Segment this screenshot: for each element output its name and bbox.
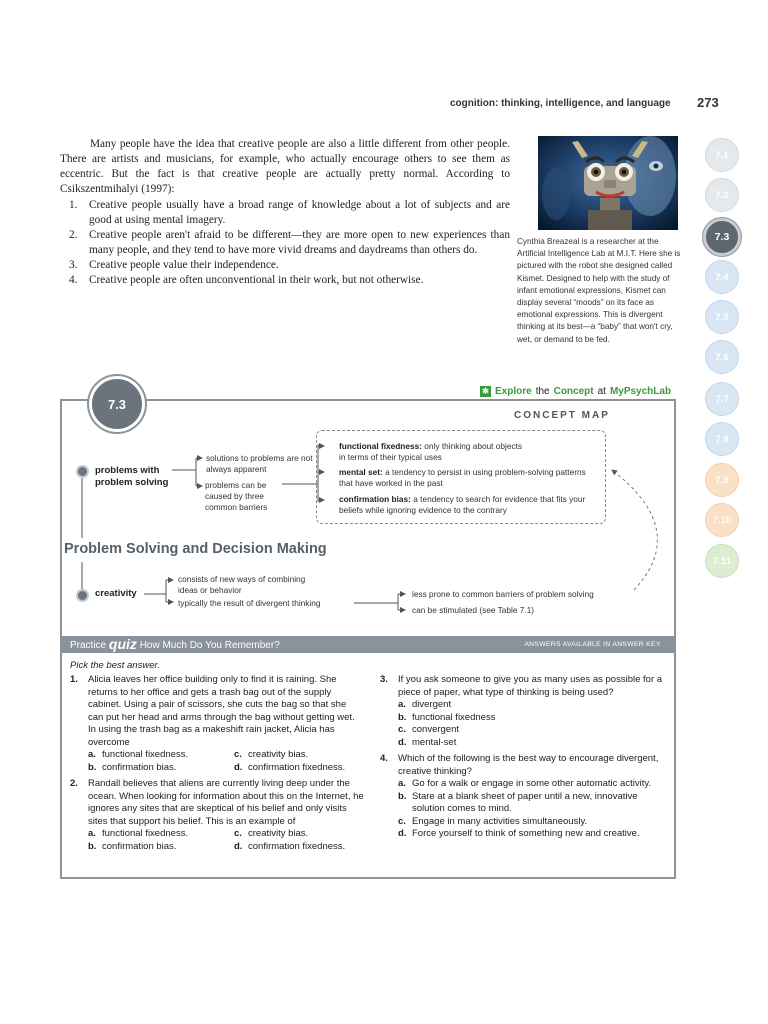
result-can-be-stimulated: can be stimulated (see Table 7.1) <box>412 605 535 615</box>
list-item: 2. Creative people aren't afraid to be different—they are more open to new experiences than many people, and they tend to have more vivid dreams and daydreams than others do. <box>69 229 510 256</box>
node-problems-with-problem-solving: problems with problem solving <box>95 465 169 488</box>
result-less-prone: less prone to common barriers of problem solving <box>412 589 594 599</box>
tab-7-2[interactable]: 7.2 <box>705 178 739 212</box>
quiz-question-3: 3. If you ask someone to give you as many uses as possible for a piece of paper, what type of thinking is being used? a. divergent b. functional fixedness c. convergent d. mental-set <box>380 674 670 749</box>
photo-caption: Cynthia Breazeal is a researcher at the Artificial Intelligence Lab at M.I.T. Here she is pictured with the robot she designed called Kismet. Designed to help with the study of infant emotional expressions, Kismet can display several “moods” on its face as emotional expressions. This is divergent thinking at its best—a “baby” that won't cry, wet, or demand to be fed. <box>517 237 681 344</box>
quiz-option[interactable]: c. creativity bias. <box>234 828 309 839</box>
barrier-confirmation-bias: confirmation bias: a tendency to search for evidence that fits your beliefs while ignoring evidence to the contrary <box>339 494 586 515</box>
quiz-option[interactable]: a. divergent <box>398 699 452 710</box>
quiz-option[interactable]: b. Stare at a blank sheet of paper until a new, innovative solution comes to mind. <box>398 790 638 814</box>
tab-7-4[interactable]: 7.4 <box>705 260 739 294</box>
quiz-option[interactable]: c. creativity bias. <box>234 749 309 760</box>
quiz-option[interactable]: d. Force yourself to think of something new and creative. <box>398 828 640 839</box>
tab-7-6[interactable]: 7.6 <box>705 340 739 374</box>
quiz-option[interactable]: d. confirmation fixedness. <box>234 761 346 773</box>
list-item: 3. Creative people value their independence. <box>69 259 279 271</box>
quiz-option[interactable]: b. confirmation bias. <box>88 761 177 773</box>
quiz-option[interactable]: c. convergent <box>398 724 460 735</box>
barrier-mental-set: mental set: a tendency to persist in using problem-solving patterns that have worked in the past <box>339 467 586 488</box>
quiz-option[interactable]: b. confirmation bias. <box>88 840 177 852</box>
node-creativity: creativity <box>95 588 137 599</box>
page-number: 273 <box>697 95 719 110</box>
barrier-functional-fixedness: functional fixedness: only thinking about objects in terms of their typical uses <box>339 441 523 462</box>
branch-solutions-not-apparent: solutions to problems are not always apparent <box>206 453 313 474</box>
quiz-options <box>88 828 364 853</box>
tab-7-3[interactable]: 7.3 <box>703 218 741 256</box>
answers-note: ANSWERS AVAILABLE IN ANSWER KEY. <box>524 641 662 648</box>
intro-paragraph: Many people have the idea that creative people are also a little different from other people. There are artists and musicians, for example, who actually encourage others to see them as eccentric. But the fact is that creative people are actually pretty normal. According to Csikszentmihalyi (1997): <box>60 138 510 195</box>
tab-7-5[interactable]: 7.5 <box>705 300 739 334</box>
list-item: 4. Creative people are often unconventional in their work, but not otherwise. <box>69 274 424 286</box>
tab-7-7[interactable]: 7.7 <box>705 382 739 416</box>
branch-new-ways: consists of new ways of combining ideas or behavior <box>178 574 306 595</box>
quiz-options <box>88 749 364 774</box>
quiz-title: Practice quiz How Much Do You Remember? <box>70 636 280 652</box>
explore-icon: ✱ <box>481 386 490 396</box>
quiz-instruction: Pick the best answer. <box>70 660 160 671</box>
quiz-option[interactable]: a. functional fixedness. <box>88 828 189 839</box>
tab-7-11[interactable]: 7.11 <box>705 544 739 578</box>
concept-map-title: Problem Solving and Decision Making <box>64 541 327 557</box>
quiz-option[interactable]: c. Engage in many activities simultaneously. <box>398 815 588 827</box>
node-dot-problems <box>76 465 89 478</box>
tab-7-1[interactable]: 7.1 <box>705 138 739 172</box>
section-badge: 7.3 <box>89 376 145 432</box>
concept-map-label: CONCEPT MAP <box>514 410 610 421</box>
quiz-question-4: 4. Which of the following is the best way to encourage divergent, creative thinking? a. Go for a walk or engage in some other automatic activity. b. Stare at a blank sheet of paper until a new, innovative solution comes to mind. c. Engage in many activities simultaneously. d. Force yourself to think of something new and creative. <box>380 753 670 841</box>
quiz-option[interactable]: b. functional fixedness <box>398 711 496 723</box>
quiz-option[interactable]: d. mental-set <box>398 736 457 748</box>
list-item: 1. Creative people usually have a broad range of knowledge about a lot of subjects and are good at using mental imagery. <box>69 199 510 226</box>
practice-quiz-bar <box>62 636 674 653</box>
quiz-question-1: 1. Alicia leaves her office building only to find it is raining. She returns to her office and gets a trash bag out of the supply cabinet. Using a pair of scissors, she cuts the bag so that she can put her head and arms through the bag without getting wet. In using the trash bag as a makeshift rain jacket, Alicia has overcome a. functional fixedness. c. creativity bias. b. confirmation bias. d. confirmation fixedness. <box>70 674 364 774</box>
node-dot-creativity <box>76 589 89 602</box>
tab-7-10[interactable]: 7.10 <box>705 503 739 537</box>
branch-divergent-thinking: typically the result of divergent thinking <box>178 598 321 608</box>
quiz-option[interactable]: a. Go for a walk or engage in some other automatic activity. <box>398 778 652 789</box>
branch-three-barriers: problems can be caused by three common barriers <box>205 480 268 512</box>
explore-concept-link[interactable]: ✱ Explore the Concept at MyPsychLab <box>481 386 672 397</box>
quiz-option[interactable]: a. functional fixedness. <box>88 749 189 760</box>
quiz-question-2: 2. Randall believes that aliens are currently living deep under the ocean. When looking for information about this on the Internet, he ignores any sites that are skeptical of his belief and only visits sites that support his belief. This is an example of a. functional fixedness. c. creativity bias. b. confirmation bias. d. confirmation fixedness. <box>70 778 364 853</box>
running-head: cognition: thinking, intelligence, and language <box>450 98 671 109</box>
quiz-option[interactable]: d. confirmation fixedness. <box>234 840 346 852</box>
tab-7-8[interactable]: 7.8 <box>705 422 739 456</box>
tab-7-9[interactable]: 7.9 <box>705 463 739 497</box>
